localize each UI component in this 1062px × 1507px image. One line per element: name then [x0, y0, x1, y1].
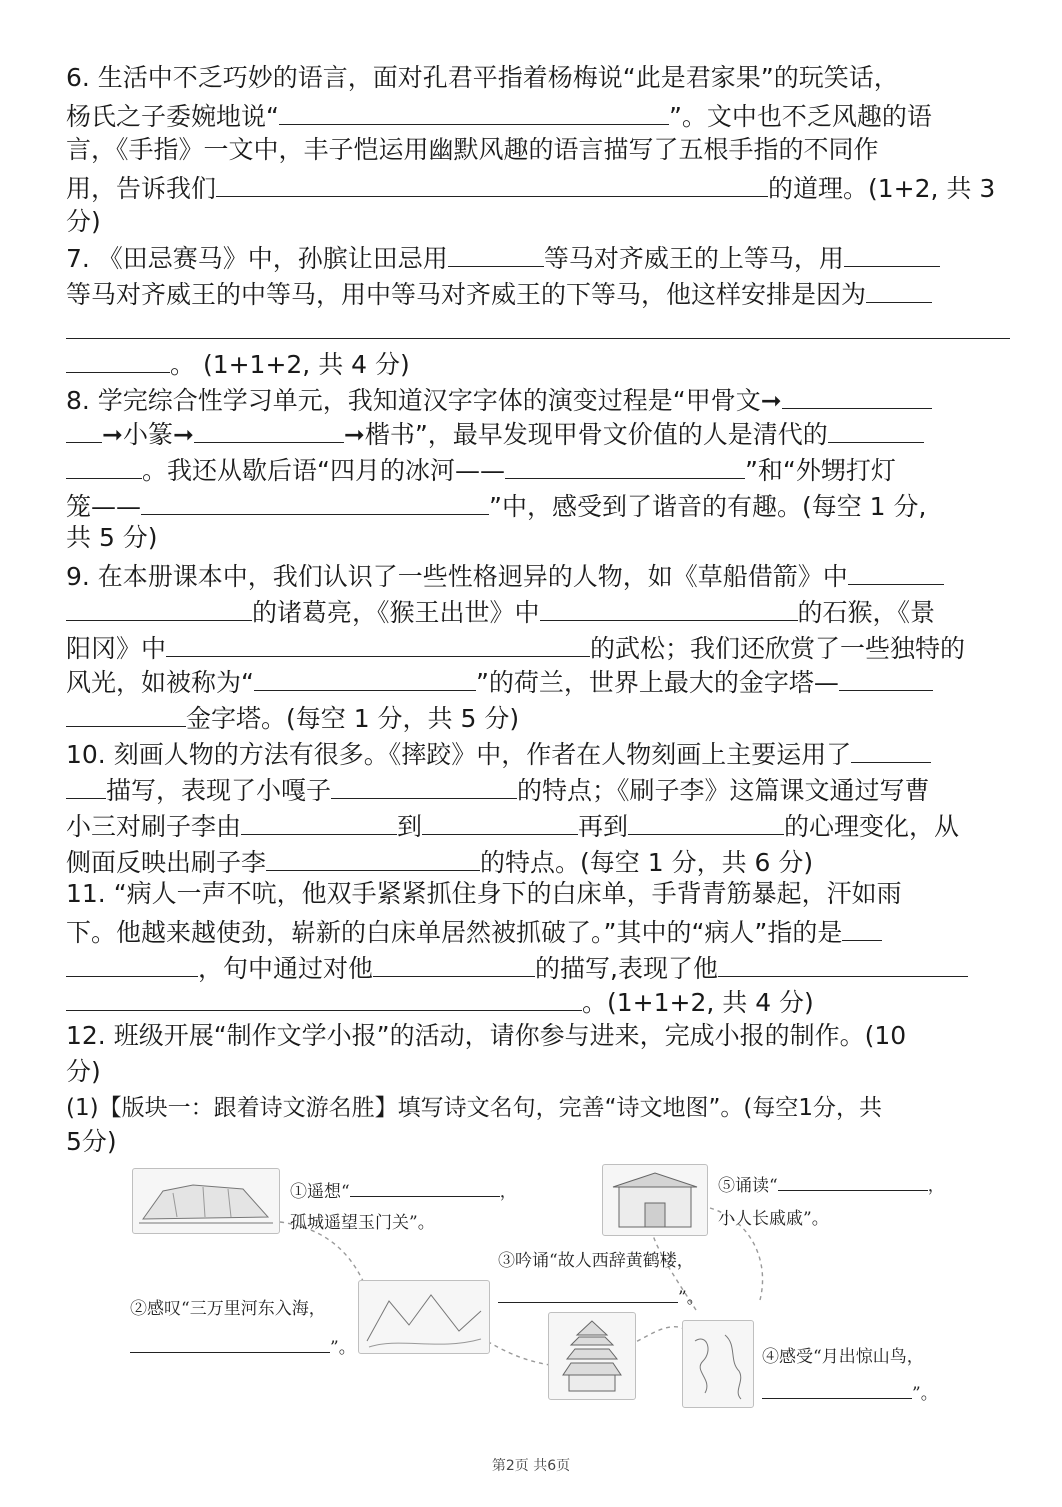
q9-blank-3[interactable]: [166, 630, 590, 657]
q6-blank-1[interactable]: [279, 98, 669, 125]
q11-blank-3b[interactable]: [66, 984, 582, 1011]
q6-line-5: 分): [66, 207, 101, 236]
q8-blank-1b[interactable]: [66, 416, 102, 443]
caption-1-line-2: 孤城遥望玉门关”。: [290, 1213, 435, 1233]
q10-blank-4[interactable]: [422, 808, 578, 835]
q10-line-1: 10. 刻画人物的方法有很多。《摔跤》中，作者在人物刻画上主要运用了: [66, 736, 931, 771]
q6-line-4: 用，告诉我们 的道理。(1+2, 共 3: [66, 170, 995, 205]
q10-blank-1[interactable]: [851, 736, 931, 763]
q7-line-4: 。 (1+1+2, 共 4 分): [66, 346, 410, 381]
q9-line-4: 风光，如被称为“ ”的荷兰，世界上最大的金字塔—: [66, 664, 933, 699]
q9-blank-5b[interactable]: [66, 700, 186, 727]
caption-2-line-2: ”。: [130, 1336, 356, 1359]
q9-blank-4[interactable]: [254, 664, 476, 691]
pagoda-icon: [549, 1313, 635, 1399]
yellow-crane-tower-illustration: [548, 1312, 636, 1400]
q9-blank-5[interactable]: [839, 664, 933, 691]
q10-blank-1b[interactable]: [66, 772, 106, 799]
q11-blank-2[interactable]: [373, 950, 535, 977]
q9-blank-1b[interactable]: [66, 594, 252, 621]
q12-line-2: 分): [66, 1057, 101, 1086]
temple-icon: [603, 1165, 707, 1235]
q9-line-5: 金字塔。(每空 1 分，共 5 分): [66, 700, 519, 735]
q12-line-4: 5分): [66, 1127, 117, 1156]
q10-blank-3[interactable]: [241, 808, 397, 835]
caption-5: ⑤诵读“ ，: [718, 1176, 945, 1196]
q11-line-2: 下。他越来越使劲，崭新的白床单居然被抓破了。”其中的“病人”指的是: [66, 914, 882, 949]
q10-blank-5[interactable]: [628, 808, 784, 835]
q12-line-3: (1)【版块一：跟着诗文游名胜】填写诗文名句，完善“诗文地图”。(每空1分，共: [66, 1095, 883, 1121]
temple-illustration: [602, 1164, 708, 1236]
q7-line-2: 等马对齐威王的中等马，用中等马对齐威王的下等马，他这样安排是因为: [66, 276, 932, 311]
q8-blank-4[interactable]: [505, 452, 745, 479]
q7-blank-2[interactable]: [844, 240, 940, 267]
caption-1: ①遥想“ ，: [290, 1182, 517, 1202]
q8-blank-3[interactable]: [828, 416, 924, 443]
q7-blank-4[interactable]: [66, 346, 170, 373]
q11-blank-1b[interactable]: [66, 950, 198, 977]
caption-5-line-2: 小人长戚戚”。: [718, 1209, 829, 1229]
caption-4: ④感受“月出惊山鸟，: [762, 1347, 924, 1367]
q7-line-1: 7. 《田忌赛马》中，孙膑让田忌用 等马对齐威王的上等马，用: [66, 240, 940, 275]
q8-line-2: ➞小篆➞ ➞楷书”，最早发现甲骨文价值的人是清代的: [66, 416, 924, 451]
q8-line-1: 8. 学完综合性学习单元，我知道汉字字体的演变过程是“甲骨文➞: [66, 382, 932, 417]
q8-blank-3b[interactable]: [66, 452, 142, 479]
yumen-pass-illustration: [132, 1168, 280, 1234]
q6-blank-2[interactable]: [216, 170, 768, 197]
q10-line-3: 小三对刷子李由 到 再到 的心理变化，从: [66, 808, 959, 843]
q8-line-5: 共 5 分): [66, 523, 158, 552]
q6-line-2: 杨氏之子委婉地说“ ”。文中也不乏风趣的语: [66, 98, 932, 133]
birdsong-stream-illustration: [682, 1320, 754, 1408]
map-blank-4[interactable]: [762, 1382, 912, 1399]
q7-blank-3[interactable]: [866, 276, 932, 303]
q9-blank-2[interactable]: [540, 594, 798, 621]
caption-3: ③吟诵“故人西辞黄鹤楼，: [498, 1251, 694, 1271]
q9-blank-1[interactable]: [848, 558, 944, 585]
page-footer: 第2页 共6页: [491, 1458, 571, 1474]
caption-4-line-2: ”。: [762, 1382, 938, 1405]
q10-blank-6[interactable]: [266, 844, 480, 871]
map-blank-3[interactable]: [498, 1286, 678, 1303]
q10-line-2: 描写，表现了小嘎子 的特点；《刷子李》这篇课文通过写曹: [66, 772, 930, 807]
q9-line-3: 阳冈》中 的武松；我们还欣赏了一些独特的: [66, 630, 965, 665]
q8-blank-5[interactable]: [141, 488, 489, 515]
q6-line-3: 言，《手指》一文中，丰子恺运用幽默风趣的语言描写了五根手指的不同作: [66, 135, 879, 164]
q8-line-3: 。我还从歇后语“四月的冰河—— ”和“外甥打灯: [66, 452, 896, 487]
caption-2: ②感叹“三万里河东入海，: [130, 1299, 326, 1319]
map-blank-1[interactable]: [350, 1180, 500, 1197]
q11-line-3: ，句中通过对他 的描写,表现了他: [66, 950, 968, 985]
caption-3-line-2: ”。: [498, 1286, 704, 1309]
q11-line-4: 。(1+1+2, 共 4 分): [66, 984, 814, 1019]
map-blank-2[interactable]: [130, 1336, 330, 1353]
q11-blank-3[interactable]: [718, 950, 968, 977]
q11-blank-1[interactable]: [842, 914, 882, 941]
q10-line-4: 侧面反映出刷子李 的特点。(每空 1 分，共 6 分): [66, 844, 813, 879]
mountains-icon: [359, 1281, 489, 1353]
q9-line-1: 9. 在本册课本中，我们认识了一些性格迥异的人物，如《草船借箭》中: [66, 558, 944, 593]
q7-blank-1[interactable]: [448, 240, 544, 267]
q9-line-2: 的诸葛亮，《猴王出世》中 的石猴，《景: [66, 594, 935, 629]
q12-line-1: 12. 班级开展“制作文学小报”的活动，请你参与进来，完成小报的制作。(10: [66, 1021, 907, 1050]
q8-blank-1[interactable]: [782, 382, 932, 409]
q7-answer-line[interactable]: [66, 338, 1010, 339]
q11-line-1: 11. “病人一声不吭，他双手紧紧抓住身下的白床单，手背青筋暴起，汗如雨: [66, 879, 902, 908]
q8-blank-2[interactable]: [194, 416, 344, 443]
q6-line-1: 6. 生活中不乏巧妙的语言，面对孔君平指着杨梅说“此是君家果”的玩笑话，: [66, 63, 899, 92]
q8-line-4: 笼—— ”中，感受到了谐音的有趣。(每空 1 分,: [66, 488, 926, 523]
q10-blank-2[interactable]: [331, 772, 517, 799]
cliff-icon: [133, 1169, 279, 1233]
map-blank-5[interactable]: [778, 1174, 928, 1191]
yellow-river-illustration: [358, 1280, 490, 1354]
poetry-map: [130, 1160, 950, 1410]
stream-icon: [683, 1321, 753, 1407]
